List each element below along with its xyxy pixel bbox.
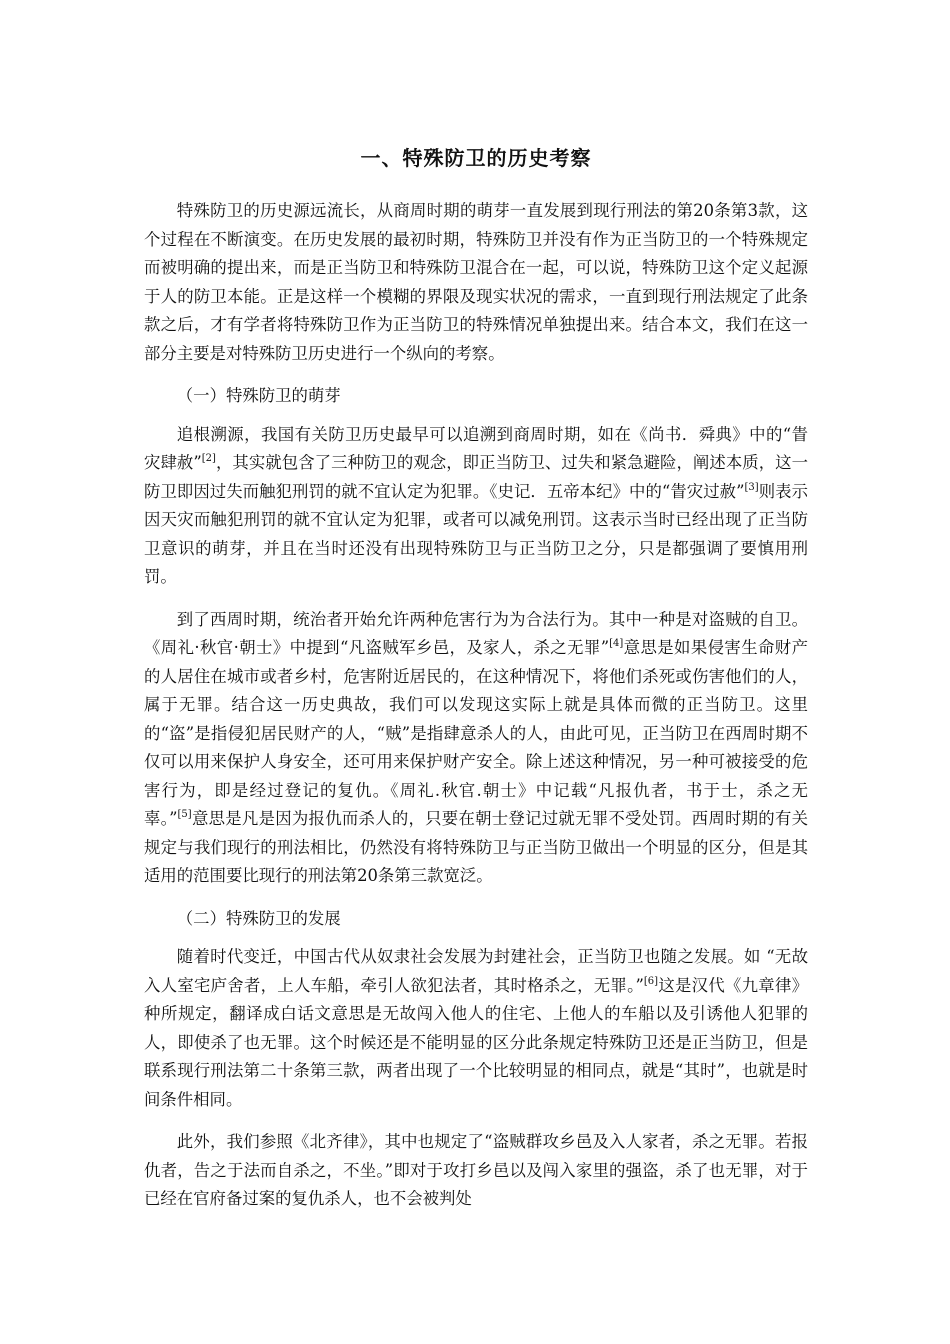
text-run: 这是汉代《九章律》种所规定，翻译成白话文意思是无故闯入他人的住宅、上他人的车船以及引诱他人犯罪的人，即使杀了也无罪。这个时候还是不能明显的区分此条规定特殊防卫还是正当防卫，但是联系现行刑法第二十条第三款，两者出现了一个比较明显的相同点，就是“其时”，也就是时间条件相同。 (144, 975, 808, 1109)
text-run: 意思是如果侵害生命财产的人居住在城市或者乡村，危害附近居民的，在这种情况下，将他们杀死或伤害他们的人，属于无罪。结合这一历史典故，我们可以发现这实际上就是具体而微的正当防卫。这里的“盗”是指侵犯居民财产的人，“贼”是指肆意杀人的人，由此可见，正当防卫在西周时期不仅可以用来保护人身安全，还可用来保护财产安全。除上述这种情况，另一种可被接受的危害行为，即是经过登记的复仇。《周礼.秋官.朝士》中记载“凡报仇者，书于士，杀之无辜。” (144, 638, 808, 828)
text-run: 随着时代变迁，中国古代从奴隶社会发展为封建社会，正当防卫也随之发展。如 “无故入人室宅庐舍者，上人车船，牵引人欲犯法者，其时格杀之，无罪。” (144, 947, 808, 995)
text-run: 到了西周时期，统治者开始允许两种危害行为为合法行为。其中一种是对盗贼的自卫。《周礼·秋官·朝士》中提到“凡盗贼军乡邑，及家人，杀之无罪” (144, 609, 808, 657)
text-run: ，其实就包含了三种防卫的观念，即正当防卫、过失和紧急避险，阐述本质，这一防卫即因过失而触犯刑罚的就不宜认定为犯罪。《史记．五帝本纪》中的“眚灾过赦” (144, 453, 809, 501)
paragraph-han-dynasty (144, 943, 808, 1114)
intro-paragraph: 特殊防卫的历史源远流长，从商周时期的萌芽一直发展到现行刑法的第20条第3款，这个过程在不断演变。在历史发展的最初时期，特殊防卫并没有作为正当防卫的一个特殊规定而被明确的提出来，而是正当防卫和特殊防卫混合在一起，可以说，特殊防卫这个定义起源于人的防卫本能。正是这样一个模糊的界限及现实状况的需求，一直到现行刑法规定了此条款之后，才有学者将特殊防卫作为正当防卫的特殊情况单独提出来。结合本文，我们在这一部分主要是对特殊防卫历史进行一个纵向的考察。 (144, 201, 808, 363)
text-run: 则表示因天灾而触犯刑罚的就不宜认定为犯罪，或者可以减免刑罚。这表示当时已经出现了正当防卫意识的萌芽，并且在当时还没有出现特殊防卫与正当防卫之分，只是都强调了要慎用刑罚。 (144, 481, 808, 586)
subsection-heading-2: （二）特殊防卫的发展 (176, 908, 341, 928)
text-run: 意思是凡是因为报仇而杀人的，只要在朝士登记过就无罪不受处罚。西周时期的有关规定与我们现行的刑法相比，仍然没有将特殊防卫与正当防卫做出一个明显的区分，但是其适用的范围要比现行的刑法第20条第三款宽泛。 (144, 809, 808, 885)
citation-ref: [2] (201, 453, 216, 464)
citation-ref: [5] (177, 809, 192, 820)
subsection-heading-1: （一）特殊防卫的萌芽 (176, 386, 341, 405)
section-title: 一、特殊防卫的历史考察 (360, 146, 592, 170)
citation-ref: [4] (609, 638, 624, 649)
text-run: 追根溯源，我国有关防卫历史最早可以追溯到商周时期，如在《尚书．舜典》中的“眚灾肆赦” (144, 424, 808, 472)
citation-ref: [6] (643, 975, 659, 987)
paragraph-northern-qi: 此外，我们参照《北齐律》，其中也规定了“盗贼群攻乡邑及入人家者，杀之无罪。若报仇者，告之于法而自杀之，不坐。”即对于攻打乡邑以及闯入家里的强盗，杀了也无罪，对于已经在官府备过案的复仇杀人，也不会被判处 (144, 1132, 808, 1208)
paragraph-origin (144, 421, 808, 592)
citation-ref: [3] (744, 481, 759, 493)
document-page (144, 130, 808, 1228)
paragraph-western-zhou (144, 606, 808, 891)
